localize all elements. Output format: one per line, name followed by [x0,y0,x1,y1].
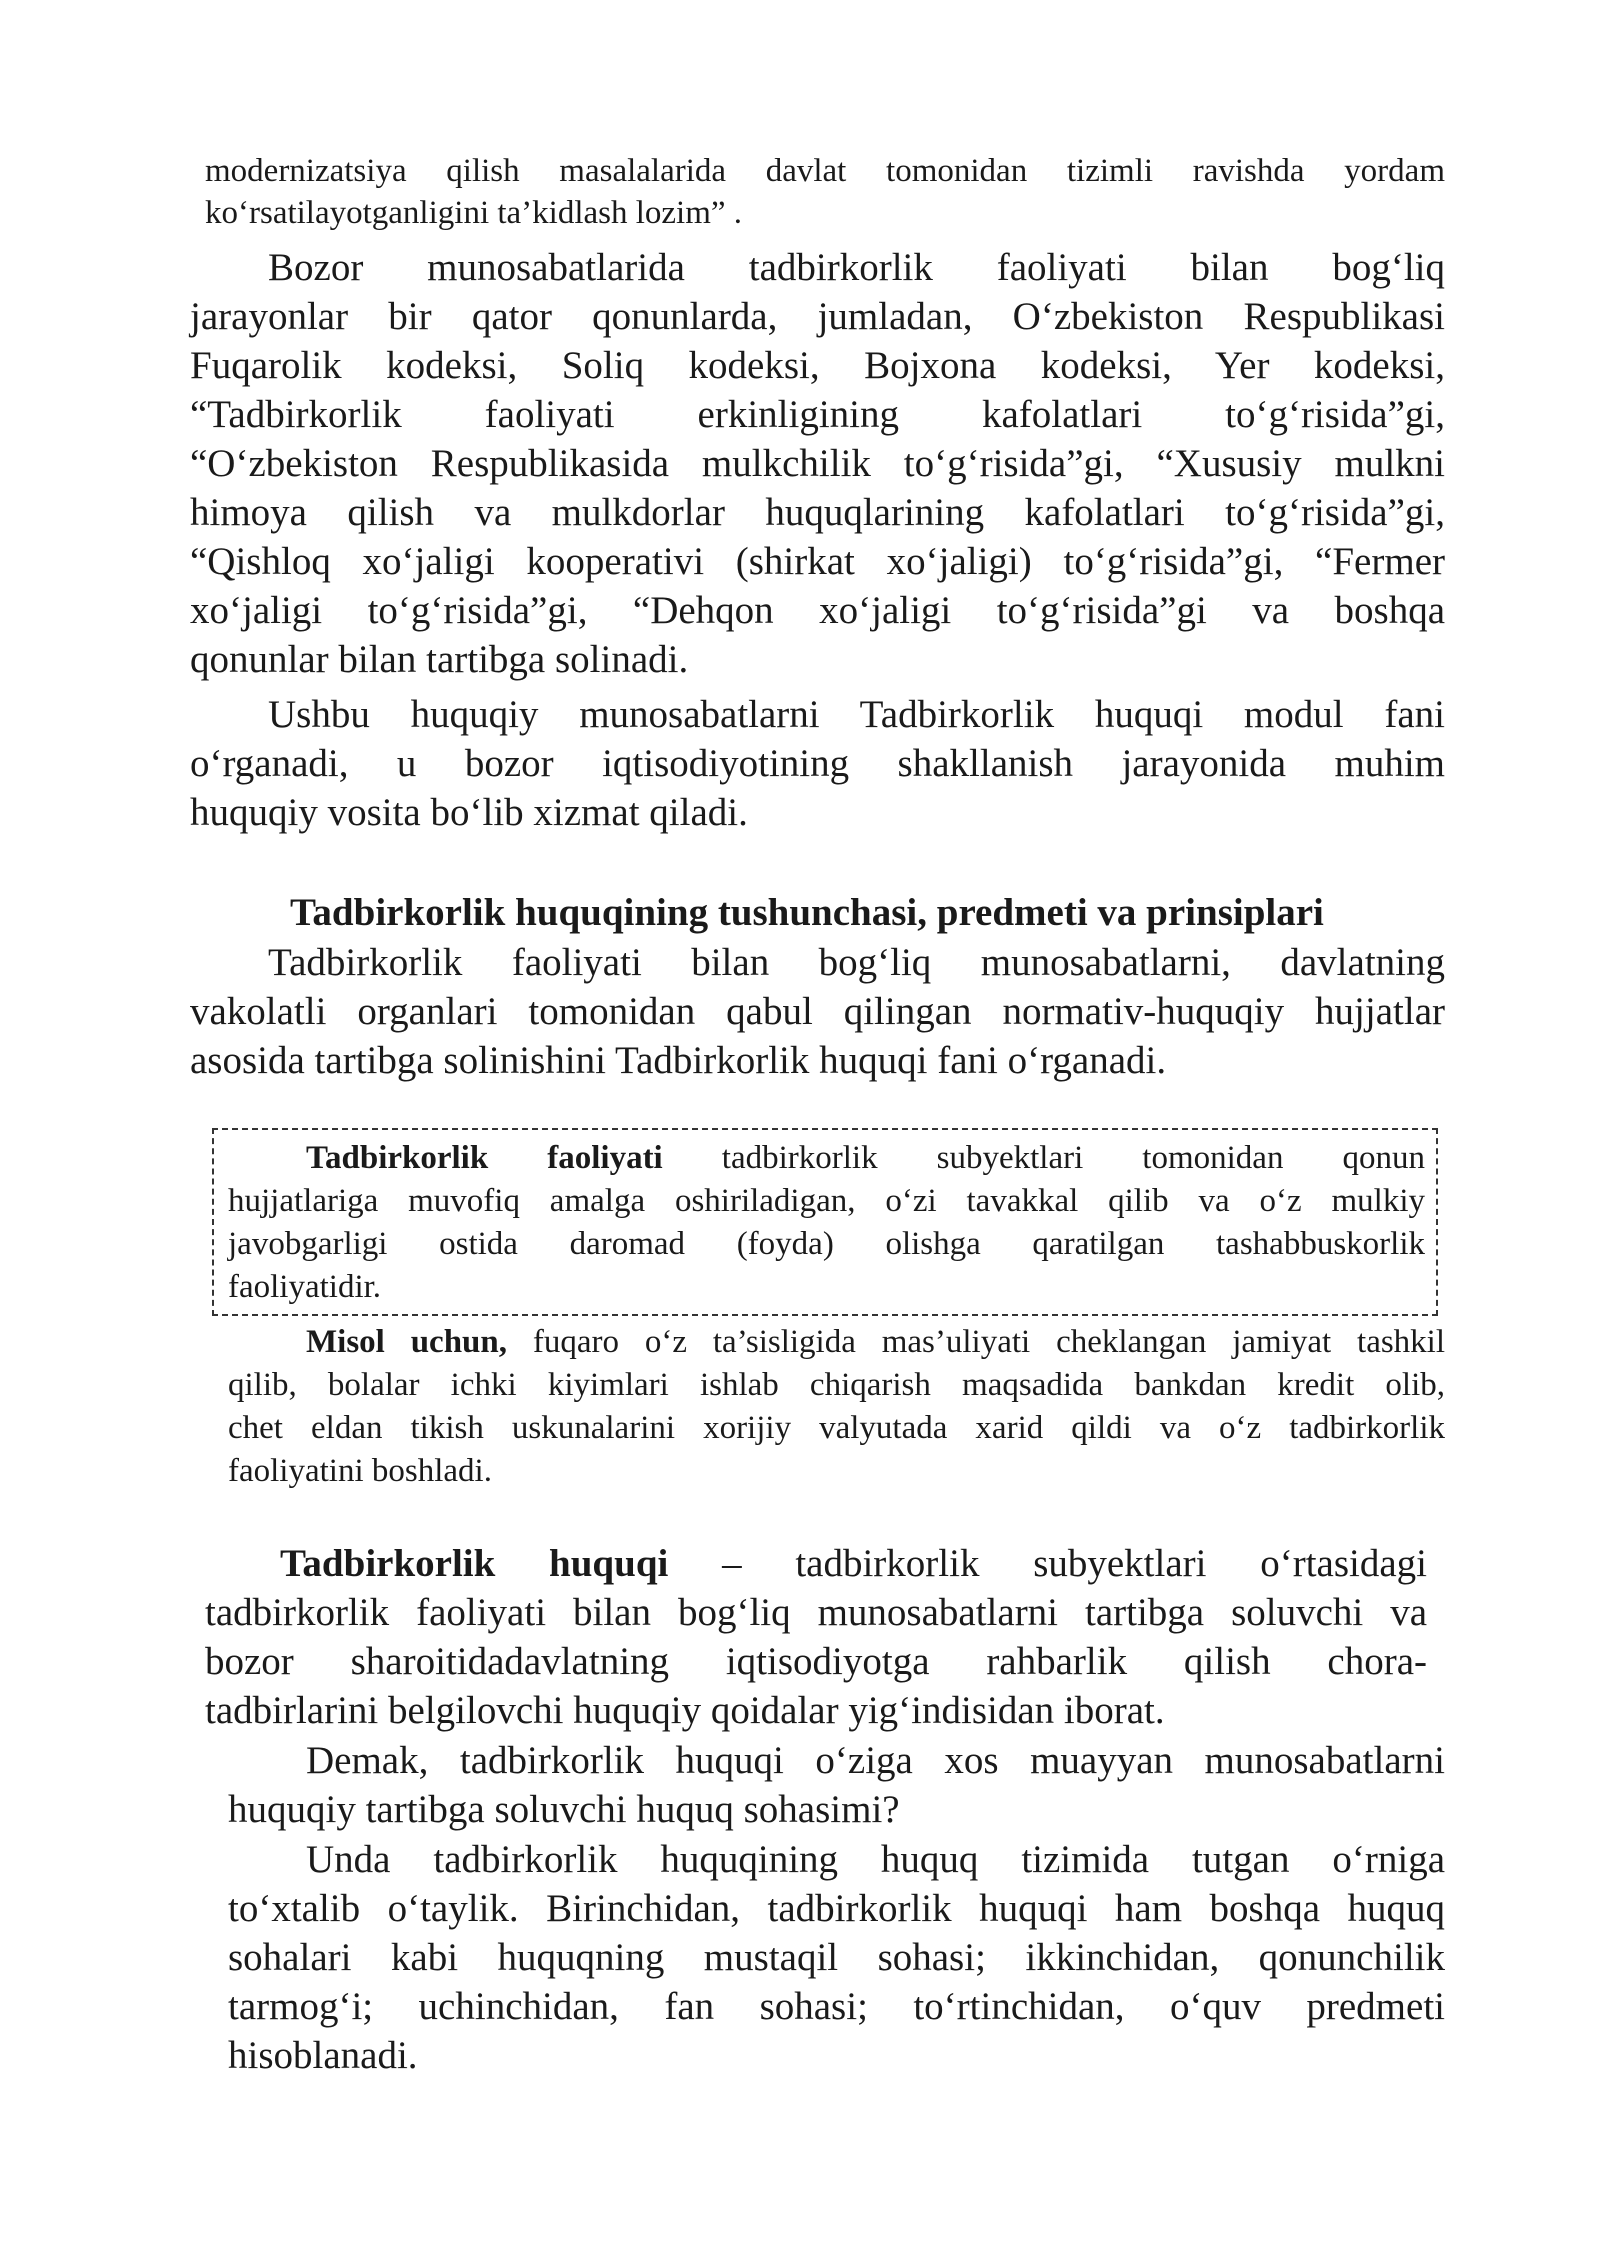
paragraph-unda [228,1835,1445,2080]
example-first-line [228,1321,1445,1364]
text-line: qonunlar bilan tartibga solinadi. [190,638,689,681]
text-line: Unda tadbirkorlik huquqining huquq tizimida tutgan o‘rniga [306,1838,1445,1881]
paragraph-laws [190,243,1445,684]
text-line: himoya qilish va mulkdorlar huquqlarining kafolatlari to‘g‘risida”gi, [190,491,1445,534]
text-line: “Tadbirkorlik faoliyati erkinligining kafolatlari to‘g‘risida”gi, [190,393,1445,436]
text-line: Bozor munosabatlarida tadbirkorlik faoliyati bilan bog‘liq [268,246,1445,289]
law-definition-paragraph [205,1539,1427,1735]
paragraph-module [190,690,1445,837]
law-definition-first-line [205,1539,1427,1588]
law-definition-text: – tadbirkorlik subyektlari o‘rtasidagi [722,1542,1428,1585]
text-line: asosida tartibga solinishini Tadbirkorlik huquqi fani o‘rganadi. [190,1039,1167,1082]
text-line: ko‘rsatilayotganligini ta’kidlash lozim” . [205,195,743,231]
text-line: javobgarligi ostida daromad (foyda) olishga qaratilgan tashabbuskorlik [228,1226,1425,1262]
text-line: “Qishloq xo‘jaligi kooperativi (shirkat xo‘jaligi) to‘g‘risida”gi, “Fermer [190,540,1445,583]
text-line: jarayonlar bir qator qonunlarda, jumladan, O‘zbekiston Respublikasi [190,295,1445,338]
text-line: bozor sharoitidadavlatning iqtisodiyotga rahbarlik qilish chora- [205,1640,1427,1683]
text-line: qilib, bolalar ichki kiyimlari ishlab chiqarish maqsadida bankdan kredit olib, [228,1367,1445,1403]
text-line: hisoblanadi. [228,2034,418,2077]
text-line: faoliyatini boshladi. [228,1453,492,1489]
law-definition-term: Tadbirkorlik huquqi [280,1542,669,1585]
definition-term: Tadbirkorlik faoliyati [306,1140,663,1176]
text-line: Demak, tadbirkorlik huquqi o‘ziga xos muayyan munosabatlarni [306,1739,1445,1782]
text-line: Fuqarolik kodeksi, Soliq kodeksi, Bojxona kodeksi, Yer kodeksi, [190,344,1445,387]
text-line: huquqiy tartibga soluvchi huquq sohasimi? [228,1788,900,1831]
text-line: faoliyatidir. [228,1269,382,1305]
paragraph-top [205,150,1445,234]
text-line: o‘rganadi, u bozor iqtisodiyotining shakllanish jarayonida muhim [190,742,1445,785]
text-line: “O‘zbekiston Respublikasida mulkchilik to‘g‘risida”gi, “Xususiy mulkni [190,442,1445,485]
text-line: tarmog‘i; uchinchidan, fan sohasi; to‘rtinchidan, o‘quv predmeti [228,1985,1445,2028]
paragraph-demak [228,1736,1445,1834]
example-lead: Misol uchun, [306,1324,508,1360]
text-line: huquqiy vosita bo‘lib xizmat qiladi. [190,791,748,834]
heading-text: Tadbirkorlik huquqining tushunchasi, predmeti va prinsiplari [290,891,1324,934]
text-line: Ushbu huquqiy munosabatlarni Tadbirkorlik huquqi modul fani [268,693,1445,736]
text-line: tadbirlarini belgilovchi huquqiy qoidalar yig‘indisidan iborat. [205,1689,1165,1732]
text-line: hujjatlariga muvofiq amalga oshiriladigan, o‘zi tavakkal qilib va o‘z mulkiy [228,1183,1425,1219]
definition-first-line [228,1137,1425,1180]
text-line: sohalari kabi huquqning mustaqil sohasi; ikkinchidan, qonunchilik [228,1936,1445,1979]
text-line: Tadbirkorlik faoliyati bilan bog‘liq munosabatlarni, davlatning [268,941,1445,984]
example-paragraph [228,1321,1445,1493]
section-heading [290,888,1440,937]
text-line: xo‘jaligi to‘g‘risida”gi, “Dehqon xo‘jaligi to‘g‘risida”gi va boshqa [190,589,1445,632]
example-text: fuqaro o‘z ta’sisligida mas’uliyati cheklangan jamiyat tashkil [532,1324,1446,1360]
definition-text: tadbirkorlik subyektlari tomonidan qonun [721,1140,1425,1176]
text-line: vakolatli organlari tomonidan qabul qilingan normativ-huquqiy hujjatlar [190,990,1445,1033]
paragraph-intro [190,938,1445,1085]
text-line: to‘xtalib o‘taylik. Birinchidan, tadbirkorlik huquqi ham boshqa huquq [228,1887,1445,1930]
text-line: modernizatsiya qilish masalalarida davlat tomonidan tizimli ravishda yordam [205,153,1445,189]
text-line: chet eldan tikish uskunalarini xorijiy valyutada xarid qildi va o‘z tadbirkorlik [228,1410,1445,1446]
text-line: tadbirkorlik faoliyati bilan bog‘liq munosabatlarni tartibga soluvchi va [205,1591,1427,1634]
definition-box [228,1137,1425,1309]
